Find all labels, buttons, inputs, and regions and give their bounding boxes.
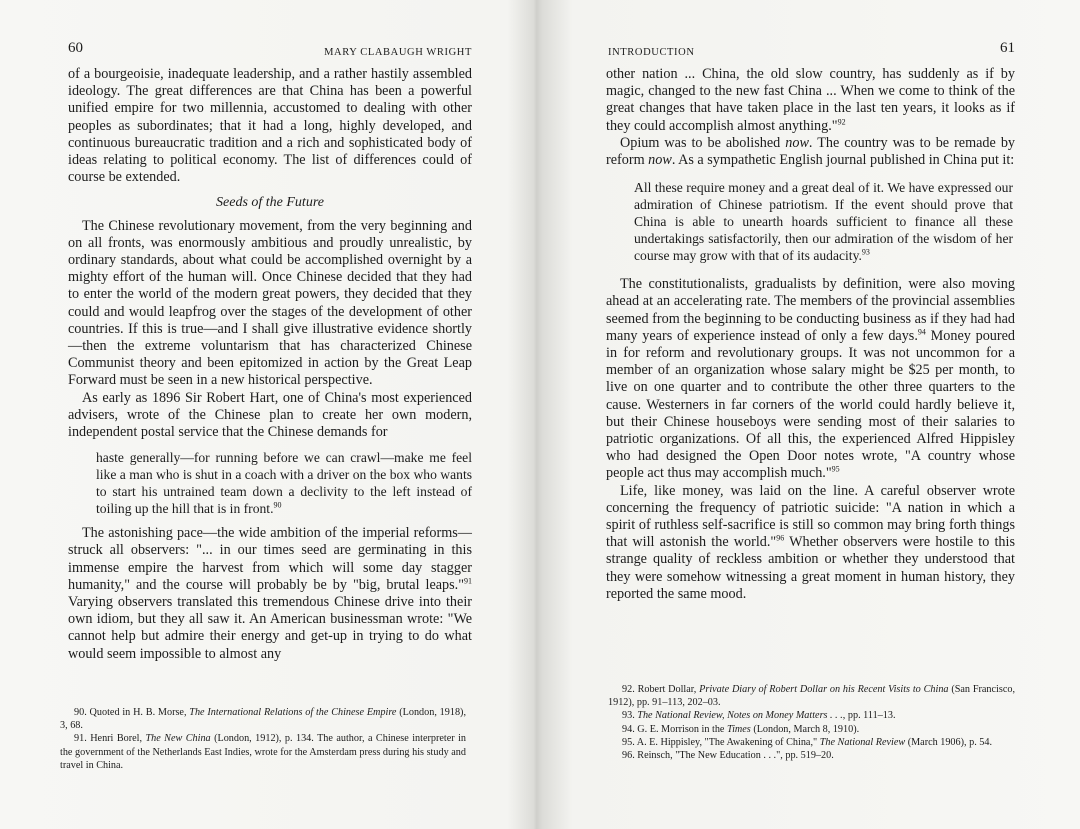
- right-page-number: 61: [1000, 40, 1015, 56]
- footnote-number: 95.: [622, 736, 635, 748]
- footnote-text: Henri Borel,: [90, 733, 146, 745]
- left-block-quote-text: haste generally—for running before we can crawl—make me feel like a man who is shut in a coach with a driver on the box who wants to start his untrained team down a declivity to the left instead of toiling up the hill that is in front.: [96, 450, 473, 517]
- left-paragraph-4-text-b: Varying observers translated this tremendous Chinese drive into their own idiom, but they all saw it. An American businessman wrote: "We cannot help but admire their energy and get-up in trying to do what would seem impossible to almost any: [68, 594, 472, 662]
- left-page-header: [60, 40, 472, 60]
- right-paragraph-3-text-a: The constitutionalists, gradualists by definition, were also moving ahead at an accelerating rate. The members of the provincial assemblies seemed from the beginning to be conducting business as if they had had many years of experience instead of only a few days.: [606, 276, 1015, 344]
- right-paragraph-2-text-c: . As a sympathetic English journal published in China put it:: [671, 152, 1015, 169]
- footnote-text: Quoted in H. B. Morse,: [89, 707, 190, 718]
- footnote-text: (San Francisco, 1912), pp. 91–113, 202–03.: [608, 684, 1016, 709]
- right-block-quote-text: All these require money and a great deal of it. We have expressed our admiration of Chinese patriotism. If the event should prove that China is able to unearth hoards sufficient to finance all these undertakings satisfactorily, then our admiration of the wisdom of her course may grow with that of its audacity.: [634, 180, 1013, 264]
- footnote-ref-90[interactable]: 90: [273, 500, 282, 510]
- footnote-ref-93[interactable]: 93: [861, 247, 870, 257]
- footnote-number: 96.: [622, 750, 635, 762]
- footnote-text: Robert Dollar,: [637, 684, 700, 695]
- left-page-number: 60: [68, 40, 83, 56]
- right-page: [606, 0, 1015, 829]
- footnote-92: [608, 683, 1015, 709]
- right-paragraph-1: [606, 66, 1015, 135]
- footnote-ref-94[interactable]: 94: [917, 327, 926, 337]
- footnote-text: (London, 1918), 3, 68.: [60, 707, 466, 732]
- right-block-quote: [634, 179, 1013, 264]
- right-page-body: [606, 66, 1015, 603]
- footnote-number: 94.: [622, 723, 635, 735]
- footnote-text: (London, 1912), p. 134. The author, a Chinese interpreter in the government of the Netherlands East Indies, wrote for the Amsterdam press during his study and travel in China.: [60, 733, 466, 771]
- left-paragraph-2: The Chinese revolutionary movement, from the very beginning and on all fronts, was enormously ambitious and proudly unrealistic, by ordinary standards, about what could be accomplished overnight by a mighty effort of the human will. Once Chinese decided that they had to enter the world of the modern great powers, they decided that they could and would leapfrog over the stages of the development of other countries. If this is true—and I shall give illustrative evidence shortly—then the extreme voluntarism that has characterized Chinese Communist theory and been epitomized in action by the Great Leap Forward must be seen in a new historical perspective.: [68, 217, 472, 389]
- left-footnotes: [60, 706, 466, 772]
- right-paragraph-4-text-a: Life, like money, was laid on the line. A careful observer wrote concerning the frequency of patriotic suicide: "A nation in which a spirit of ruthless self-sacrifice is still so common may bring forth things that will astonish the world.": [606, 482, 1015, 551]
- footnote-ref-91[interactable]: 91: [464, 576, 472, 586]
- footnote-number: 92.: [622, 684, 635, 695]
- footnote-title: The International Relations of the Chinese Empire: [189, 707, 397, 718]
- footnote-number: 90.: [74, 707, 87, 718]
- right-paragraph-2-text-b: . The country was to be remade by reform: [606, 134, 1016, 169]
- right-running-head: INTRODUCTION: [608, 47, 695, 58]
- footnote-text: A. E. Hippisley, "The Awakening of China,": [636, 736, 820, 748]
- footnote-text: G. E. Morrison in the: [637, 723, 727, 735]
- emphasis-now: now: [648, 152, 672, 169]
- footnote-title: The National Review: [819, 736, 906, 748]
- left-paragraph-1: of a bourgeoisie, inadequate leadership, and a rather hastily assembled ideology. The great differences are that China has been a powerful unified empire for two millennia, accustomed to dealing with other peoples as subordinates; that it had a long, highly developed, and continuous bureaucratic tradition and a rich and sophisticated body of ideas relating to political economy. The list of differences could of course be extended.: [68, 66, 472, 186]
- right-page-header: [606, 40, 1015, 60]
- footnote-title: The National Review, Notes on Money Matters . . .: [637, 710, 843, 722]
- left-running-head: MARY CLABAUGH WRIGHT: [324, 47, 472, 58]
- footnote-title: Private Diary of Robert Dollar on his Recent Visits to China: [699, 684, 949, 695]
- footnote-94: [608, 723, 1015, 736]
- footnote-number: 91.: [74, 733, 87, 745]
- right-paragraph-1-text: other nation ... China, the old slow country, has suddenly as if by magic, changed to the new fast China ... When we come to think of the great changes that have taken place in the last ten years, it looks as if they could accomplish almost anything.": [606, 66, 1015, 134]
- right-paragraph-2: [606, 135, 1015, 169]
- footnote-ref-92[interactable]: 92: [837, 116, 846, 126]
- footnote-text: Reinsch, "The New Education . . .", pp. 519–20.: [637, 750, 834, 762]
- right-paragraph-3: [606, 276, 1015, 482]
- right-paragraph-4-text-b: Whether observers were hostile to this strange quality of reckless ambition or whether they understood that they were somehow witnessing a great moment in human history, they reported the same mood.: [606, 534, 1015, 602]
- right-paragraph-2-text-a: Opium was to be abolished: [620, 134, 786, 151]
- right-paragraph-4: [606, 483, 1015, 603]
- emphasis-now: now: [785, 134, 809, 151]
- footnote-text: (London, March 8, 1910).: [750, 723, 860, 735]
- footnote-93: [608, 709, 1015, 722]
- footnote-95: [608, 736, 1015, 749]
- right-paragraph-3-text-b: Money poured in for reform and revolutionary groups. It was not uncommon for a member of an organization whose salary might be $25 per month, to live on one quarter and to contribute the other three quarters to the cause. Westerners in far corners of the world could hardly believe it, but their Chinese houseboys were sending most of their salaries to patriotic organizations. Of all this, the experienced Alfred Hippisley who had designed the Open Door notes wrote, "A country whose people act thus may accomplish much.": [606, 327, 1015, 482]
- left-paragraph-4: [68, 525, 472, 663]
- footnote-ref-95[interactable]: 95: [831, 464, 840, 474]
- left-page: [60, 0, 472, 829]
- footnote-91: [60, 732, 466, 772]
- left-paragraph-4-text-a: The astonishing pace—the wide ambition of the imperial reforms—struck all observers: "... in our times seed are germinating in this immense empire the harvest from which will some day stagger humanity," and the course will probably be by "big, brutal leaps.": [68, 525, 472, 593]
- right-footnotes: [608, 683, 1015, 762]
- footnote-text: (March 1906), p. 54.: [905, 736, 993, 748]
- footnote-title: Times: [726, 723, 751, 735]
- footnote-90: [60, 706, 466, 732]
- footnote-text: , pp. 111–13.: [842, 710, 896, 722]
- footnote-title: The New China: [145, 733, 211, 745]
- left-paragraph-3: As early as 1896 Sir Robert Hart, one of China's most experienced advisers, wrote of the Chinese plan to create her own modern, independent postal service that the Chinese demands for: [68, 389, 472, 441]
- footnote-ref-96[interactable]: 96: [776, 533, 785, 543]
- section-heading: Seeds of the Future: [216, 195, 324, 211]
- left-page-body: [68, 66, 472, 663]
- footnote-96: [608, 749, 1015, 762]
- footnote-number: 93.: [622, 710, 635, 722]
- left-block-quote: [96, 449, 472, 517]
